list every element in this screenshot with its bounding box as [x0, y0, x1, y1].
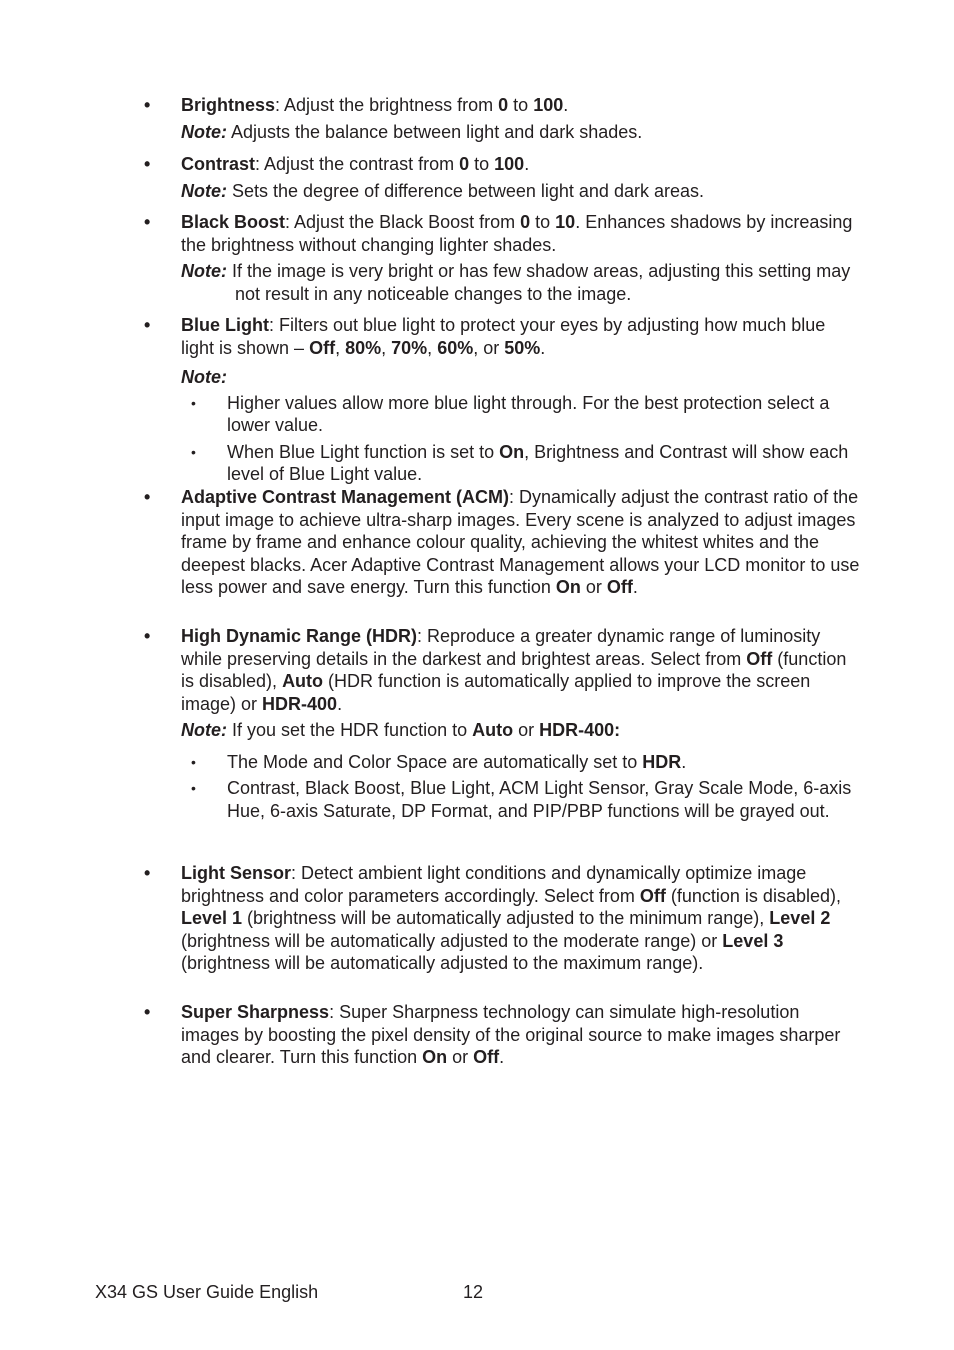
sub-bullet: • [191, 780, 196, 796]
note: Note: If you set the HDR function to Auto or HDR-400: [181, 720, 621, 740]
bullet: • [144, 95, 151, 115]
bullet: • [144, 487, 151, 507]
page-number: 12 [463, 1282, 484, 1302]
sub-list-item: • Contrast, Black Boost, Blue Light, ACM Light Sensor, Gray Scale Mode, 6-axis Hue, 6-axis Saturate, DP Format, and PIP/PBP functions will be grayed out. [191, 778, 852, 821]
bullet: • [144, 212, 151, 232]
item-text: High Dynamic Range (HDR): Reproduce a greater dynamic range of luminosity while preserving details in the darkest and brightest areas. Select from Off (function is disabled), Auto (HDR function is automatically applied to improve the screen image) or HDR-400. [181, 626, 847, 714]
list-item-acm [144, 486, 861, 599]
footer-title: X34 GS User Guide English [95, 1282, 319, 1302]
list-item-hdr [144, 625, 861, 822]
bullet: • [144, 626, 151, 646]
item-text: Light Sensor: Detect ambient light conditions and dynamically optimize image brightness and color parameters accordingly. Select from Off (function is disabled), Level 1 (brightness will be automatically adjusted to the minimum range), Level 2 (brightness will be automatically adjusted to the moderate range) or Level 3 (brightness will be automatically adjusted to the maximum range). [181, 863, 841, 973]
bullet: • [144, 315, 151, 335]
item-text: Adaptive Contrast Management (ACM): Dynamically adjust the contrast ratio of the input image to achieve ultra-sharp images. Every scene is analyzed to adjust images frame by frame and enhance colour quality, achieving the whitest whites and the deepest blacks. Acer Adaptive Contrast Management allows your LCD monitor to use less power and save energy. Turn this function On or Off. [181, 487, 860, 597]
bullet: • [144, 1002, 151, 1022]
sub-bullet: • [191, 394, 196, 411]
item-text: Brightness: Adjust the brightness from 0 to 100. [181, 95, 569, 115]
note: Note: Adjusts the balance between light and dark shades. [181, 121, 643, 142]
list-item-light-sensor [144, 862, 861, 975]
note: Note: If the image is very bright or has few shadow areas, adjusting this setting may not result in any noticeable changes to the image. [181, 261, 851, 304]
sub-list-item: • The Mode and Color Space are automatically set to HDR. [191, 751, 687, 772]
bullet: • [144, 863, 151, 883]
list-item-black-boost [144, 211, 861, 305]
sub-bullet: • [191, 753, 196, 770]
item-text: Black Boost: Adjust the Black Boost from 0 to 10. Enhances shadows by increasing the brightness without changing lighter shades. [181, 212, 853, 255]
list-item-super-sharpness [144, 1001, 861, 1069]
item-text: Super Sharpness: Super Sharpness technology can simulate high-resolution images by boosting the pixel density of the original source to make images sharper and clearer. Turn this function On or Off. [181, 1002, 841, 1067]
sub-list-item: • When Blue Light function is set to On, Brightness and Contrast will show each level of Blue Light value. [191, 441, 849, 484]
item-text: Blue Light: Filters out blue light to protect your eyes by adjusting how much blue light is shown – Off, 80%, 70%, 60%, or 50%. [181, 315, 826, 358]
note: Note: Sets the degree of difference between light and dark areas. [181, 180, 704, 201]
list-item-blue-light [144, 314, 861, 486]
note: Note: [181, 367, 227, 387]
item-text: Contrast: Adjust the contrast from 0 to 100. [181, 154, 530, 174]
sub-bullet: • [191, 443, 196, 460]
list-item-contrast [144, 153, 861, 202]
bullet: • [144, 154, 151, 174]
sub-list-item: • Higher values allow more blue light through. For the best protection select a lower value. [191, 392, 830, 435]
list-item-brightness [144, 94, 861, 143]
